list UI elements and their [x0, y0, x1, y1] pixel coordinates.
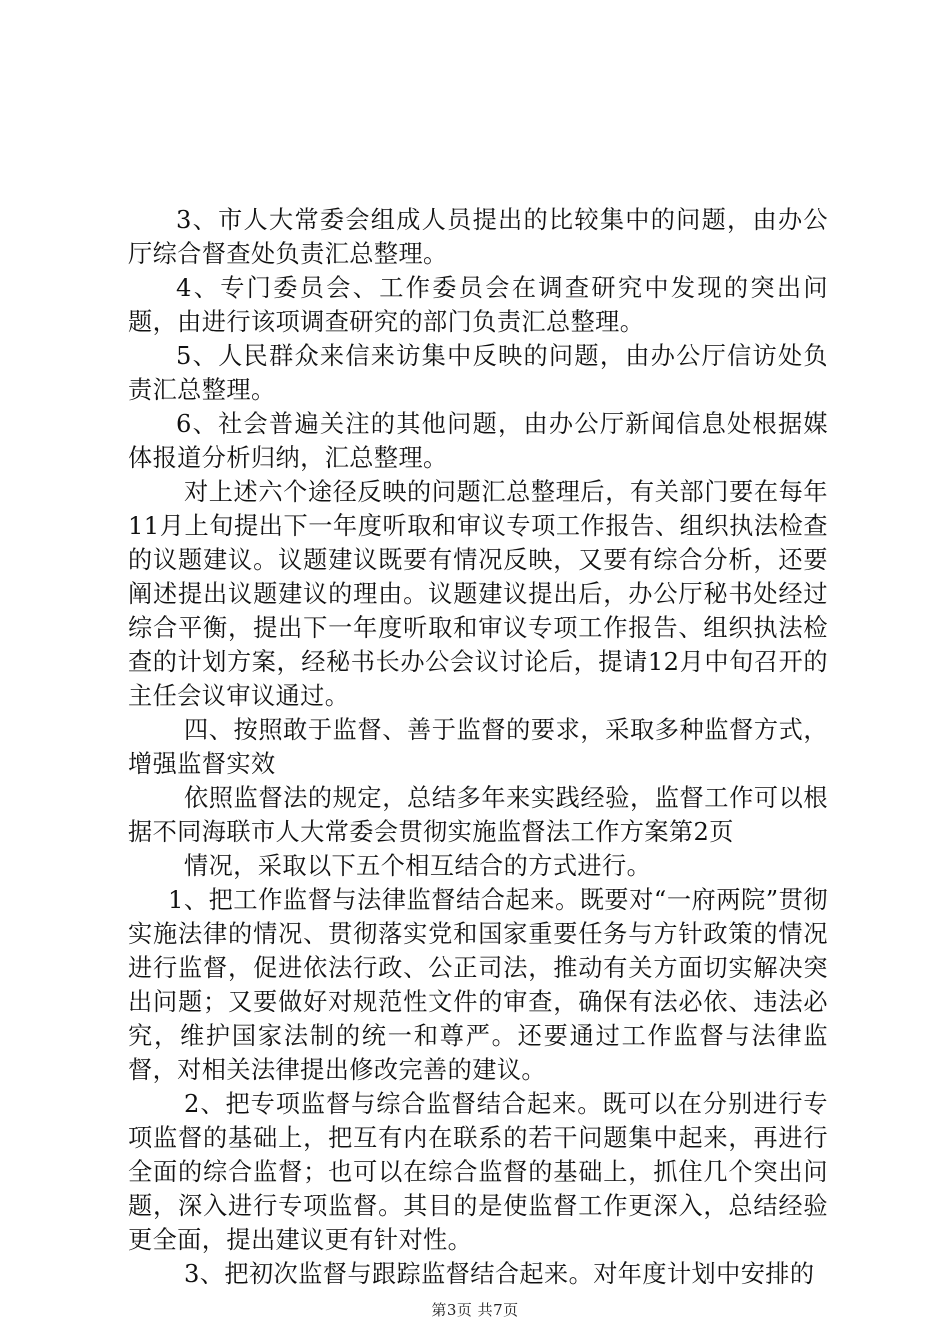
paragraph-item-3: 3、市人大常委会组成人员提出的比较集中的问题，由办公厅综合督查处负责汇总整理。	[128, 206, 828, 268]
section-heading-four: 四、按照敢于监督、善于监督的要求，采取多种监督方式，增强监督实效	[128, 716, 828, 778]
paragraph-method-1: 1、把工作监督与法律监督结合起来。既要对“一府两院”贯彻实施法律的情况、贯彻落实党和国家重要任务与方针政策的情况进行监督，促进依法行政、公正司法，推动有关方面切实解决突出问题；又要做好对规范性文件的审查，确保有法必依、违法必究，维护国家法制的统一和尊严。还要通过工作监督与法律监督，对相关法律提出修改完善的建议。	[128, 886, 828, 1084]
paragraph-item-6: 6、社会普遍关注的其他问题，由办公厅新闻信息处根据媒体报道分析归纳，汇总整理。	[128, 410, 828, 472]
paragraph-intro: 依照监督法的规定，总结多年来实践经验，监督工作可以根据不同海联市人大常委会贯彻实施监督法工作方案第2页	[128, 784, 828, 846]
page-footer	[0, 1300, 950, 1320]
paragraph-summary: 对上述六个途径反映的问题汇总整理后，有关部门要在每年11月上旬提出下一年度听取和审议专项工作报告、组织执法检查的议题建议。议题建议既要有情况反映，又要有综合分析，还要阐述提出议题建议的理由。议题建议提出后，办公厅秘书处经过综合平衡，提出下一年度听取和审议专项工作报告、组织执法检查的计划方案，经秘书长办公会议讨论后，提请12月中旬召开的主任会议审议通过。	[128, 478, 828, 710]
paragraph-item-5: 5、人民群众来信来访集中反映的问题，由办公厅信访处负责汇总整理。	[128, 342, 828, 404]
paragraph-intro-continued: 情况，采取以下五个相互结合的方式进行。	[184, 852, 652, 880]
document-body	[128, 203, 828, 1291]
paragraph-method-2: 2、把专项监督与综合监督结合起来。既可以在分别进行专项监督的基础上，把互有内在联系的若干问题集中起来，再进行全面的综合监督；也可以在综合监督的基础上，抓住几个突出问题，深入进行专项监督。其目的是使监督工作更深入，总结经验更全面，提出建议更有针对性。	[128, 1090, 828, 1254]
page-number-label: 第3页 共7页	[431, 1301, 519, 1319]
paragraph-method-3: 3、把初次监督与跟踪监督结合起来。对年度计划中安排的	[184, 1260, 815, 1288]
paragraph-item-4: 4、专门委员会、工作委员会在调查研究中发现的突出问题，由进行该项调查研究的部门负责汇总整理。	[128, 274, 828, 336]
